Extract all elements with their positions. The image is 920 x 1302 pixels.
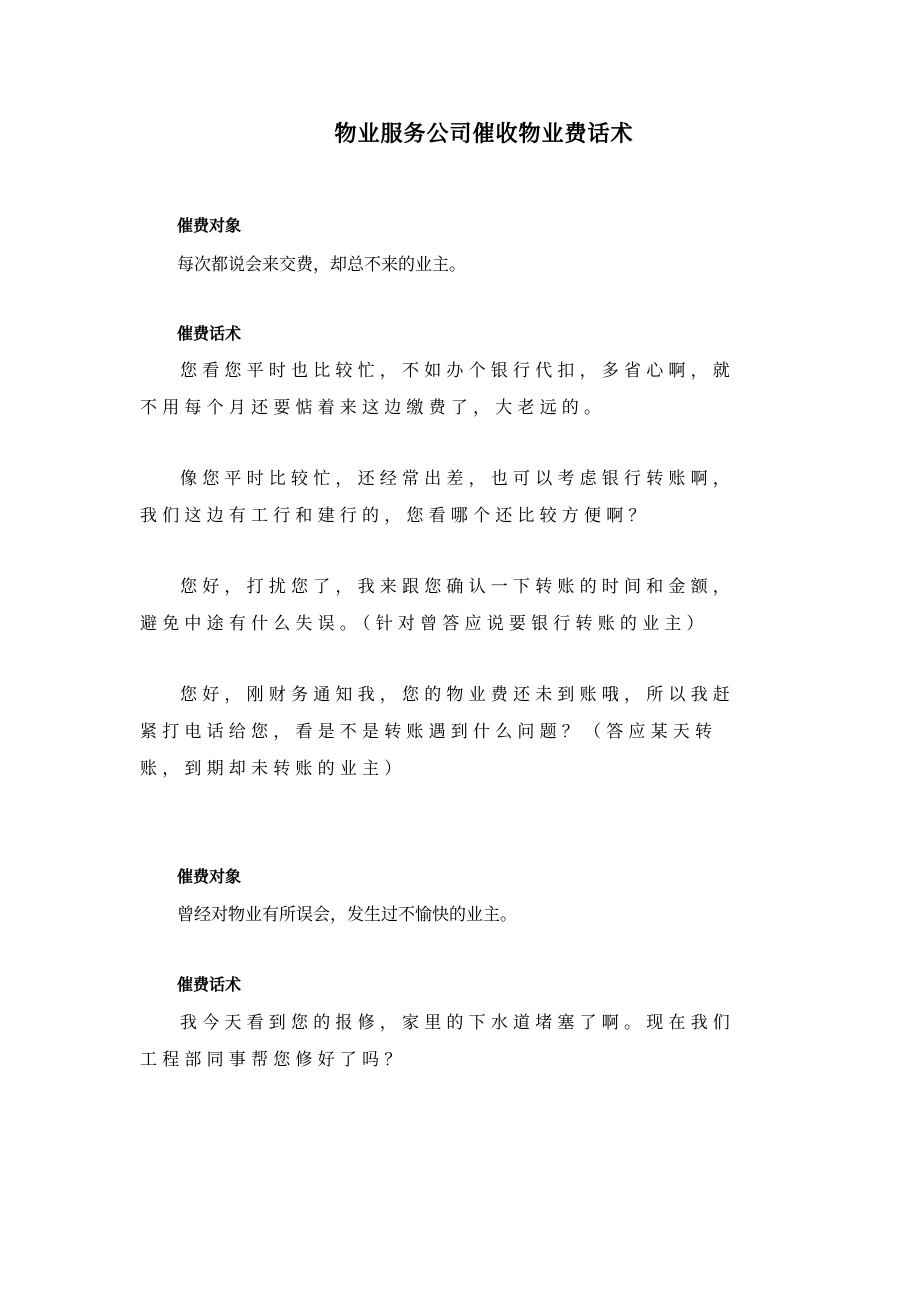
section-heading-script-1: 催费话术 <box>177 324 242 343</box>
target-description-1: 每次都说会来交费，却总不来的业主。 <box>177 255 466 275</box>
script-line: 不用每个月还要惦着来这边缴费了，大老远的。 <box>140 398 607 418</box>
section-heading-script-2: 催费话术 <box>177 975 242 994</box>
document-title: 物业服务公司催收物业费话术 <box>334 122 634 147</box>
script-line: 我们这边有工行和建行的，您看哪个还比较方便啊？ <box>140 506 651 526</box>
script-line: 避免中途有什么失误。（针对曾答应说要银行转账的业主） <box>140 614 709 634</box>
section-heading-target-2: 催费对象 <box>177 867 242 886</box>
target-description-2: 曾经对物业有所误会，发生过不愉快的业主。 <box>177 905 517 925</box>
script-line: 紧打电话给您，看是不是转账遇到什么问题？（答应某天转 <box>140 722 718 742</box>
script-line: 您好，打扰您了，我来跟您确认一下转账的时间和金额， <box>180 577 735 597</box>
script-line: 您好，刚财务通知我，您的物业费还未到账哦，所以我赶 <box>180 685 735 705</box>
section-heading-target-1: 催费对象 <box>177 216 242 235</box>
script-line: 像您平时比较忙，还经常出差，也可以考虑银行转账啊， <box>180 469 735 489</box>
script-line: 账，到期却未转账的业主） <box>140 759 407 779</box>
script-line: 工程部同事帮您修好了吗？ <box>140 1050 407 1070</box>
script-line: 我今天看到您的报修，家里的下水道堵塞了啊。现在我们 <box>180 1013 735 1033</box>
script-line: 您看您平时也比较忙，不如办个银行代扣，多省心啊，就 <box>180 361 735 381</box>
